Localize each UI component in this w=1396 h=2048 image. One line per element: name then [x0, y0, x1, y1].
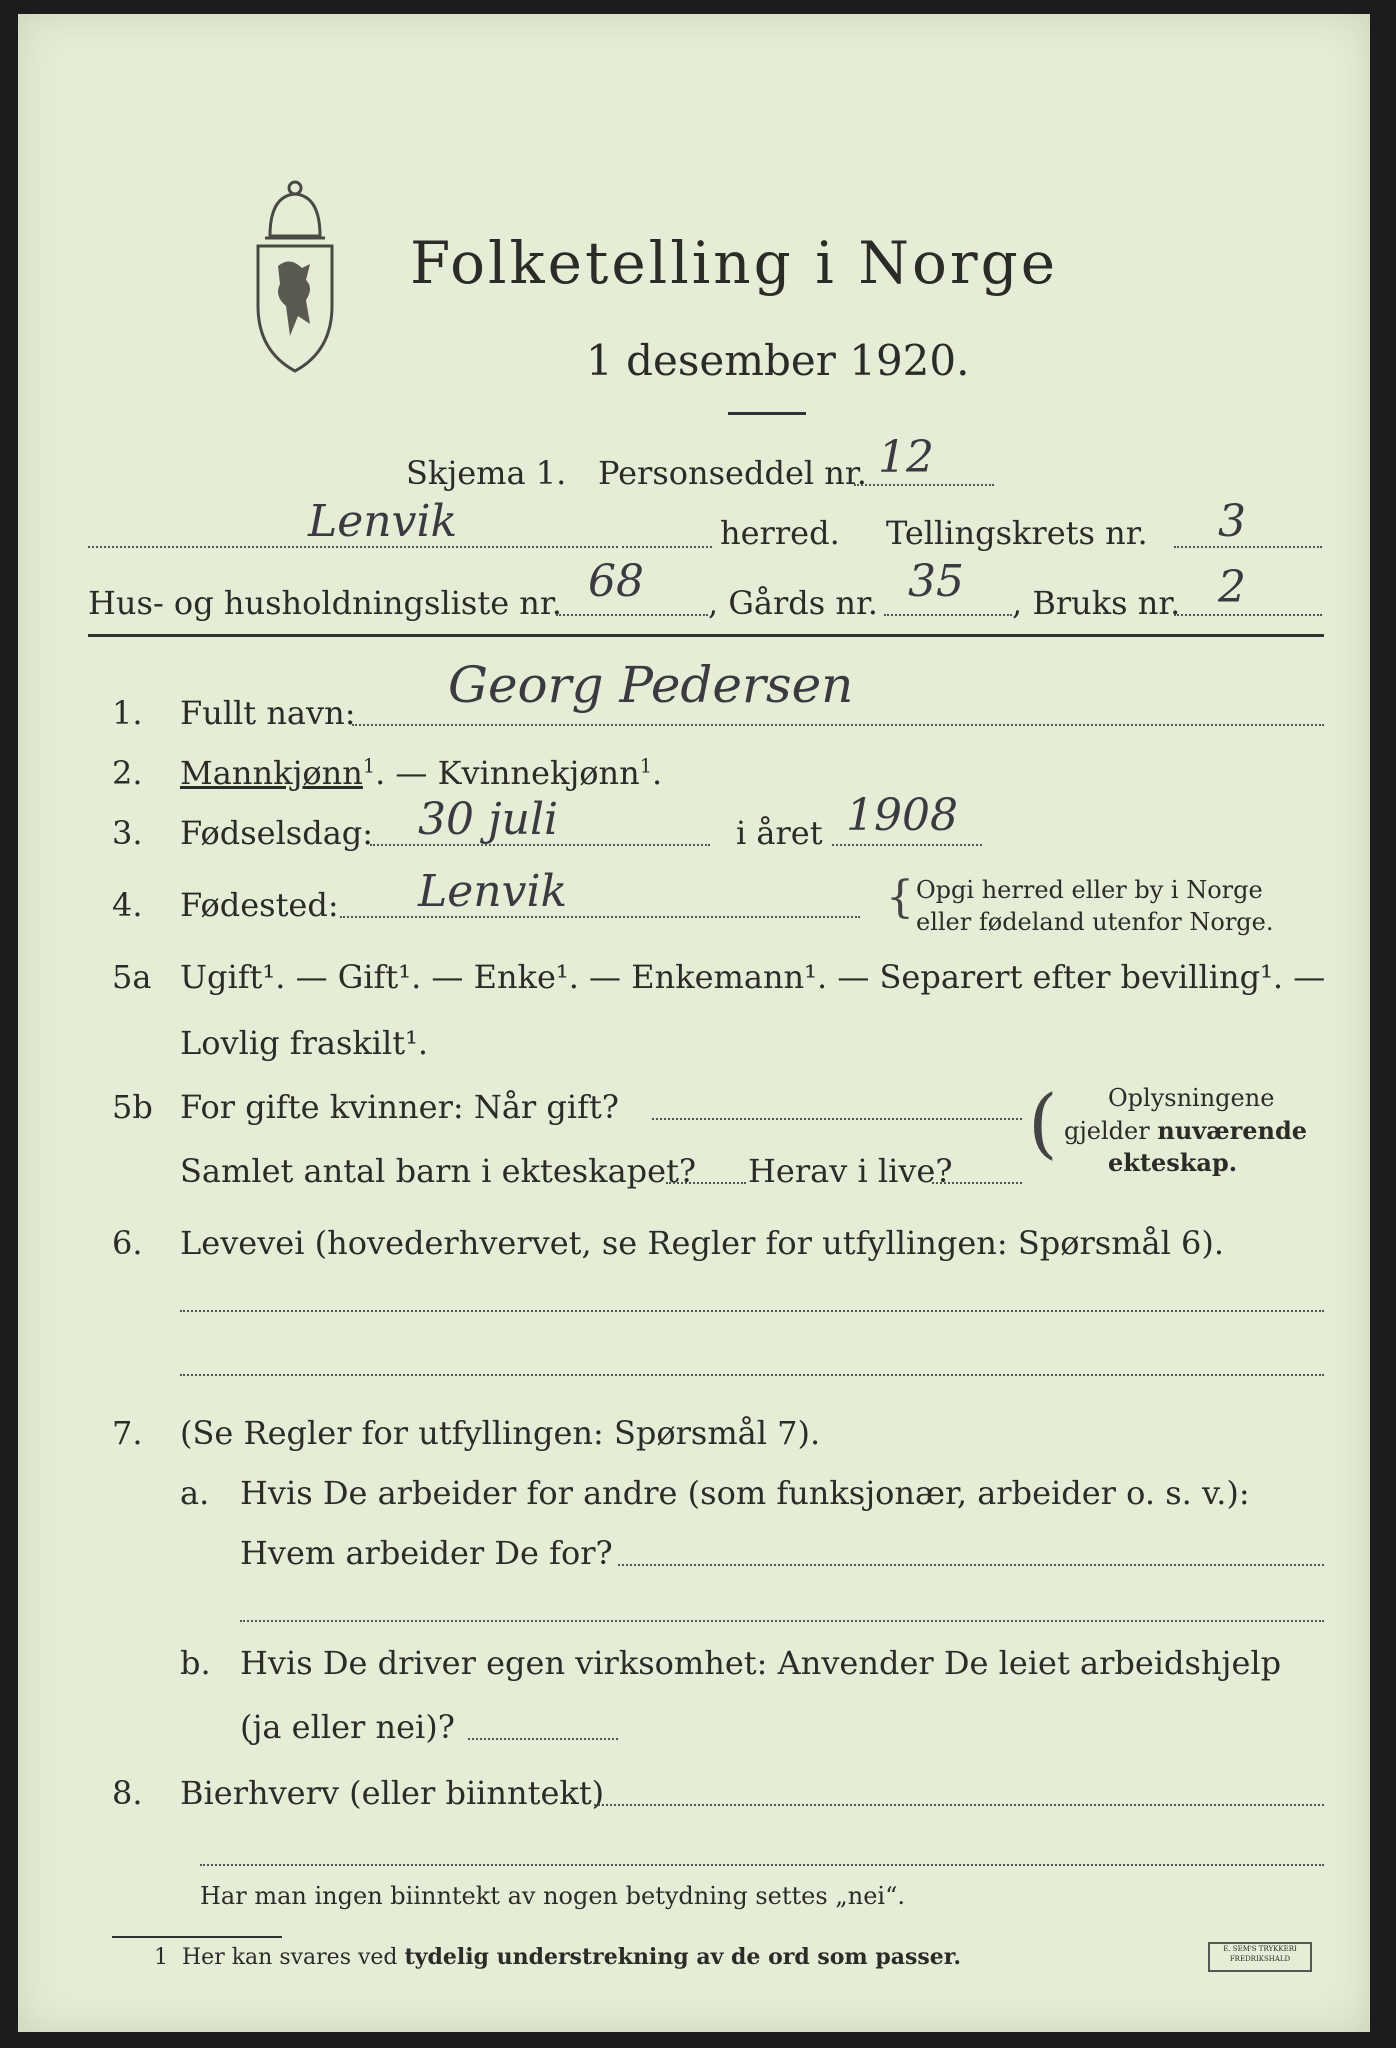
q5b-alive-line — [932, 1182, 1022, 1184]
q3-number: 3. — [112, 814, 143, 852]
q5b-note-line1: Oplysningene — [1108, 1084, 1275, 1112]
bruks-line — [1174, 614, 1322, 616]
q4-note-line2: eller fødeland utenfor Norge. — [916, 908, 1274, 936]
q8-number: 8. — [112, 1774, 143, 1812]
q5b-children-line — [666, 1182, 746, 1184]
q7-number: 7. — [112, 1414, 143, 1452]
header-rule — [88, 634, 1324, 637]
q1-value: Georg Pedersen — [448, 656, 854, 714]
q1-label: Fullt navn: — [180, 694, 356, 732]
q1-line — [352, 724, 1324, 726]
q4-value: Lenvik — [418, 866, 568, 917]
q7-label: (Se Regler for utfyllingen: Spørsmål 7). — [180, 1414, 821, 1452]
q5a-number: 5a — [112, 958, 152, 996]
bruks-label: , Bruks nr. — [1012, 584, 1181, 622]
gards-label: , Gårds nr. — [708, 584, 878, 622]
q8-label: Bierhverv (eller biinntekt) — [180, 1774, 605, 1812]
bruks-value: 2 — [1218, 562, 1246, 613]
footnote-rule — [112, 1936, 282, 1938]
q5b-number: 5b — [112, 1088, 153, 1126]
q3-year-line — [832, 844, 982, 846]
tellingskrets-label: Tellingskrets nr. — [886, 514, 1148, 552]
title-divider — [728, 412, 806, 415]
q7b-line1: Hvis De driver egen virksomhet: Anvender De leiet arbeidshjelp — [240, 1644, 1282, 1682]
q3-value: 30 juli — [418, 794, 559, 845]
q2-options: Mannkjønn$^1$. — Kvinnekjønn$^1$. — [180, 754, 663, 792]
herred-label: herred. — [720, 514, 840, 552]
q6-label: Levevei (hovederhvervet, se Regler for utfyllingen: Spørsmål 6). — [180, 1224, 1225, 1262]
gards-value: 35 — [908, 556, 964, 607]
q5a-line1: Ugift¹. — Gift¹. — Enke¹. — Enkemann¹. — Separert efter bevilling¹. — — [180, 958, 1326, 996]
q4-label: Fødested: — [180, 886, 339, 924]
form-date: 1 desember 1920. — [586, 336, 970, 385]
tellingskrets-line — [1174, 546, 1322, 548]
q7b-answer-line — [468, 1738, 618, 1740]
q6-line1 — [180, 1310, 1324, 1312]
q4-brace: { — [886, 872, 914, 923]
hus-value: 68 — [588, 556, 644, 607]
q3-label: Fødselsdag: — [180, 814, 374, 852]
tellingskrets-value: 3 — [1218, 496, 1246, 547]
q5b-label3: Herav i live? — [748, 1152, 953, 1190]
q5a-line2: Lovlig fraskilt¹. — [180, 1024, 429, 1062]
q8-answer-line2 — [200, 1864, 1324, 1866]
q8-answer-line — [594, 1804, 1324, 1806]
q7b-letter: b. — [180, 1644, 211, 1682]
q1-number: 1. — [112, 694, 143, 732]
q5b-married-line — [652, 1118, 1022, 1120]
q7a-line2: Hvem arbeider De for? — [240, 1534, 613, 1572]
herred-value: Lenvik — [308, 496, 458, 547]
q6-line2 — [180, 1374, 1324, 1376]
q2-female-option: Kvinnekjønn — [437, 754, 640, 792]
gards-line — [884, 614, 1012, 616]
q7b-line2: (ja eller nei)? — [240, 1708, 455, 1746]
personseddel-value: 12 — [878, 432, 934, 483]
q7a-line1: Hvis De arbeider for andre (som funksjonær, arbeider o. s. v.): — [240, 1474, 1250, 1512]
q5b-label1: For gifte kvinner: Når gift? — [180, 1088, 619, 1126]
hus-line — [556, 614, 708, 616]
q3-year-value: 1908 — [846, 790, 958, 841]
q7a-answer-line — [618, 1564, 1324, 1566]
personseddel-line — [854, 484, 994, 486]
q7a-answer-line2 — [240, 1620, 1324, 1622]
q3-year-label: i året — [736, 814, 823, 852]
form-title: Folketelling i Norge — [410, 229, 1059, 297]
q2-number: 2. — [112, 754, 143, 792]
q8-note: Har man ingen biinntekt av nogen betydning settes „nei“. — [200, 1882, 905, 1910]
personseddel-label: Personseddel nr. — [598, 454, 867, 492]
q4-number: 4. — [112, 886, 143, 924]
q5b-note-line2: gjelder nuværende — [1064, 1116, 1308, 1145]
q5b-brace: ( — [1028, 1078, 1058, 1167]
footnote: 1 Her kan svares ved tydelig understrekning av de ord som passer. — [154, 1944, 962, 1970]
skjema-label: Skjema 1. — [406, 454, 567, 492]
q4-note-line1: Opgi herred eller by i Norge — [916, 876, 1263, 904]
hus-label: Hus- og husholdningsliste nr. — [88, 584, 562, 622]
coat-of-arms-icon — [240, 176, 350, 376]
q7a-letter: a. — [180, 1474, 210, 1512]
printer-stamp: E. SEM'S TRYKKERI FREDRIKSHALD — [1208, 1942, 1312, 1972]
q5b-note-line3: ekteskap. — [1108, 1148, 1238, 1177]
q5b-label2: Samlet antal barn i ekteskapet? — [180, 1152, 697, 1190]
herred-line-2 — [622, 546, 712, 548]
census-form-sheet — [18, 14, 1370, 2032]
q6-number: 6. — [112, 1224, 143, 1262]
q2-male-option: Mannkjønn — [180, 754, 363, 792]
